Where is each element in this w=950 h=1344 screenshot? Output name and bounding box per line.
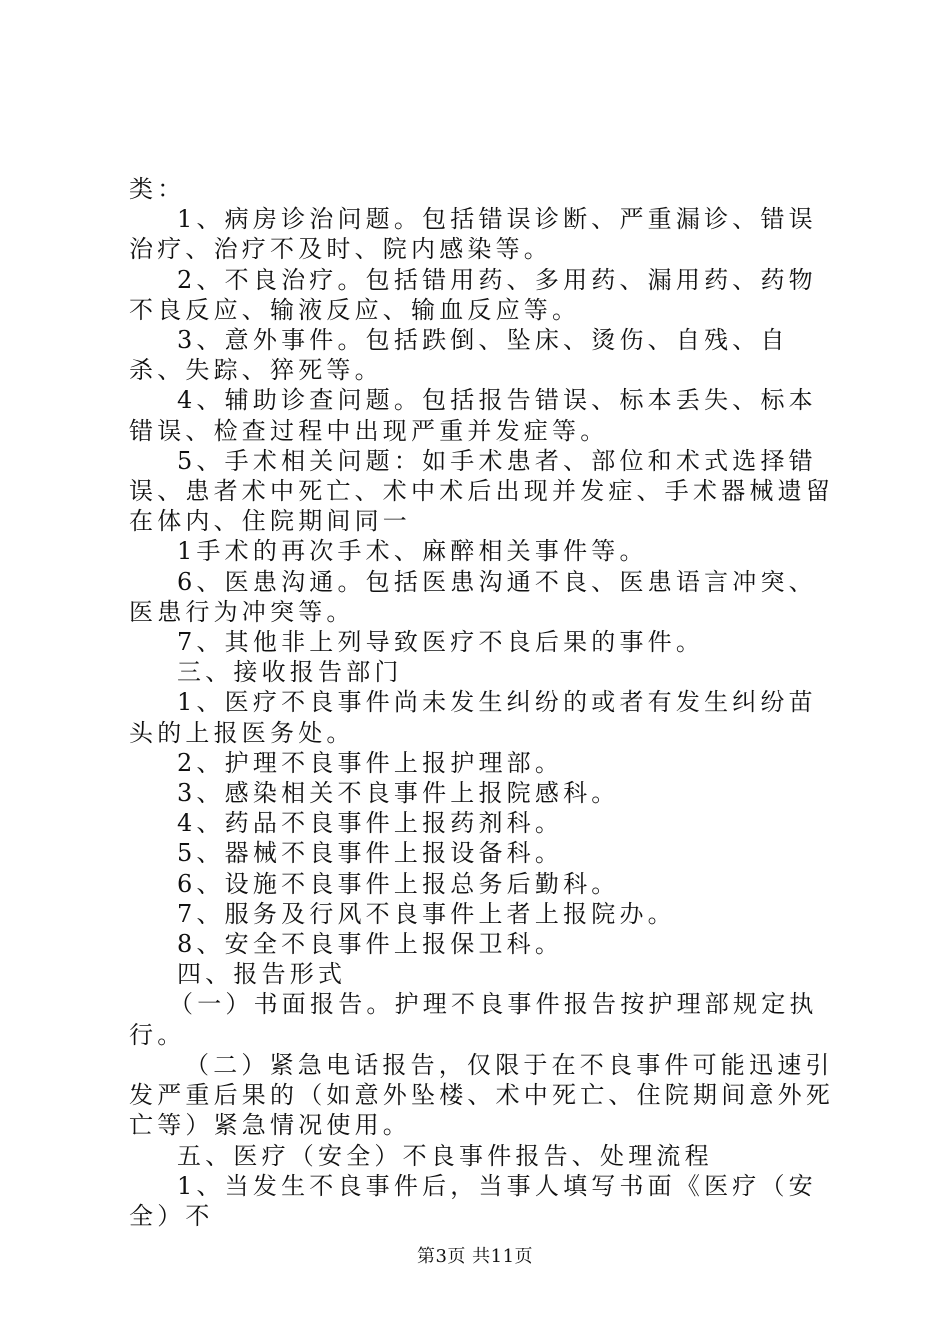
paragraph: 7、其他非上列导致医疗不良后果的事件。	[177, 628, 705, 657]
document-body	[129, 174, 841, 1231]
section-heading: 五、医疗（安全）不良事件报告、处理流程	[177, 1141, 713, 1170]
paragraph: 4、药品不良事件上报药剂科。	[177, 809, 564, 838]
paragraph: 1、病房诊治问题。包括错误诊断、严重漏诊、错误治疗、治疗不及时、院内感染等。	[129, 205, 817, 264]
paragraph: 7、服务及行风不良事件上者上报院办。	[177, 899, 676, 928]
paragraph: 6、医患沟通。包括医患沟通不良、医患语言冲突、医患行为冲突等。	[129, 567, 817, 626]
paragraph: 5、器械不良事件上报设备科。	[177, 839, 564, 868]
section-heading: 四、报告形式	[177, 960, 347, 989]
paragraph: 类：	[129, 175, 186, 203]
section-heading: 三、接收报告部门	[177, 658, 403, 687]
paragraph: （一）书面报告。护理不良事件报告按护理部规定执行。	[129, 990, 818, 1049]
paragraph: 3、感染相关不良事件上报院感科。	[177, 779, 620, 808]
paragraph: （二）紧急电话报告，仅限于在不良事件可能迅速引发严重后果的（如意外坠楼、术中死亡、住院期间意外死亡等）紧急情况使用。	[129, 1050, 834, 1140]
paragraph: 1、当发生不良事件后，当事人填写书面《医疗（安全）不	[129, 1171, 817, 1230]
paragraph: 2、不良治疗。包括错用药、多用药、漏用药、药物不良反应、输液反应、输血反应等。	[129, 265, 817, 324]
paragraph: 6、设施不良事件上报总务后勤科。	[177, 869, 620, 898]
paragraph: 8、安全不良事件上报保卫科。	[177, 930, 564, 959]
paragraph: 5、手术相关问题：如手术患者、部位和术式选择错误、患者术中死亡、术中术后出现并发症、手术器械遗留在体内、住院期间同一	[129, 446, 834, 536]
paragraph: 4、辅助诊查问题。包括报告错误、标本丢失、标本错误、检查过程中出现严重并发症等。	[129, 386, 817, 445]
paragraph: 2、护理不良事件上报护理部。	[177, 748, 564, 777]
page-footer	[0, 1242, 950, 1268]
page-number-label: 第3页 共11页	[416, 1246, 534, 1267]
paragraph: 1、医疗不良事件尚未发生纠纷的或者有发生纠纷苗头的上报医务处。	[129, 688, 817, 747]
paragraph: 3、意外事件。包括跌倒、坠床、烫伤、自残、自杀、失踪、猝死等。	[129, 326, 789, 385]
paragraph: 1手术的再次手术、麻醉相关事件等。	[177, 537, 648, 566]
